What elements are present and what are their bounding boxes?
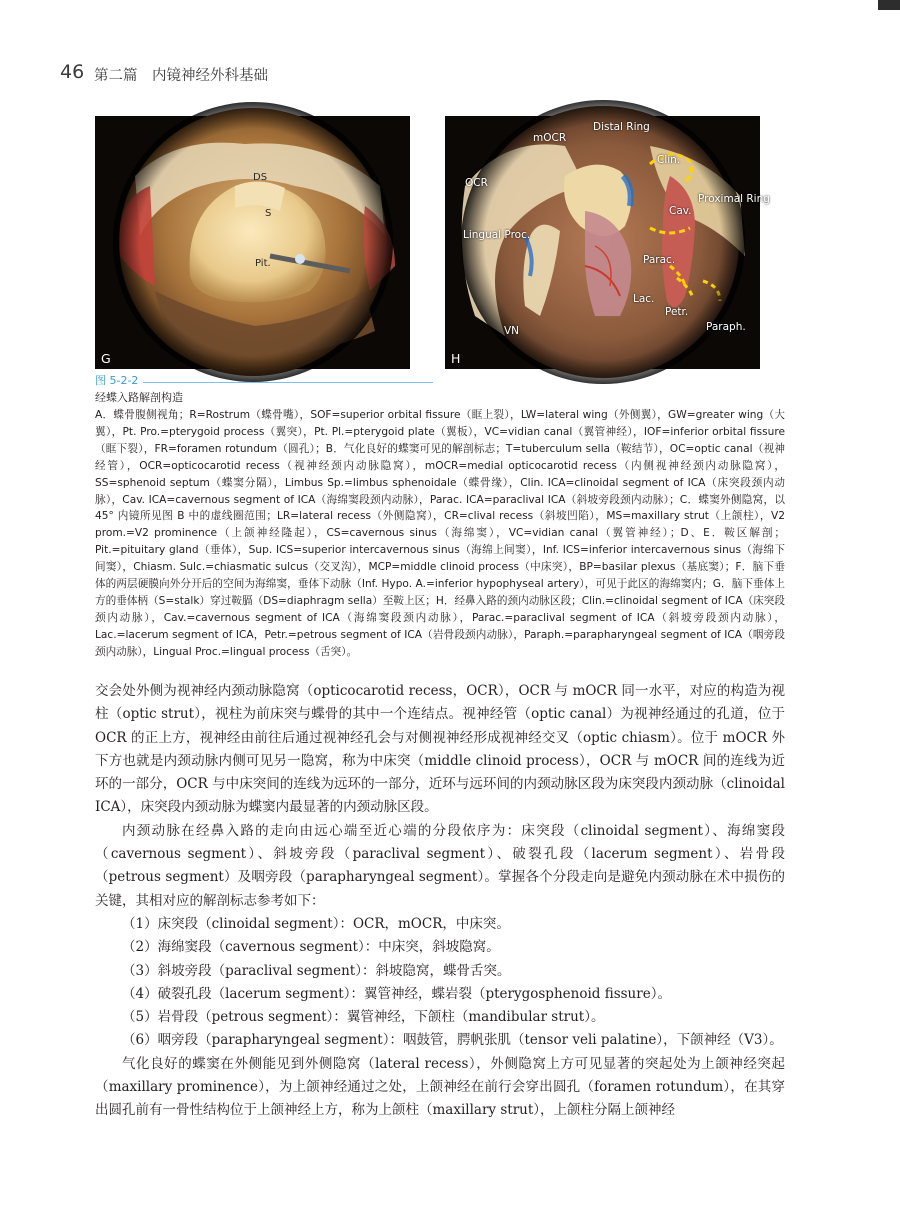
panel-letter-g: G — [101, 351, 111, 366]
label-clin: Clin. — [657, 154, 681, 166]
label-proximal-ring: Proximal Ring — [698, 193, 770, 205]
endoscopic-image-g — [95, 116, 410, 369]
label-pit: Pit. — [255, 258, 271, 269]
paragraph-2: 内颈动脉在经鼻入路的走向由远心端至近心端的分段依序为：床突段（clinoidal segment）、海绵窦段（cavernous segment）、斜坡旁段（paraclival segment）、破裂孔段（lacerum segment）、岩骨段（petrous segment）及咽旁段（parapharyngeal segment）。掌握各个分段走向是避免内颈动脉在术中损伤的关键，其相对应的解剖标志参考如下： — [95, 822, 785, 909]
body-text — [95, 680, 785, 1123]
list-item: （2）海绵窦段（cavernous segment）：中床突，斜坡隐窝。 — [122, 939, 500, 956]
figure-panel-g — [95, 116, 410, 369]
label-ocr: OCR — [465, 177, 488, 189]
label-vn: VN — [504, 325, 520, 337]
figure-number: 图 5-2-2 — [95, 374, 139, 387]
label-paraph: Paraph. — [706, 321, 746, 333]
figure-panel-h — [445, 116, 770, 369]
paragraph-1: 交会处外侧为视神经内颈动脉隐窝（opticocarotid recess，OCR），OCR 与 mOCR 同一水平，对应的构造为视柱（optic strut），视柱为前床突与蝶骨的其中一个连结点。视神经管（optic canal）为视神经通过的孔道，位于 OCR 的正上方，视神经由前往后通过视神经孔会与对侧视神经形成视神经交叉（optic chiasm）。位于 mOCR 外下方也就是内颈动脉内侧可见另一隐窝，称为中床突（middle clinoid process），OCR 与 mOCR 间的连线为近环的一部分，OCR 与中床突间的连线为远环的一部分，近环与远环间的内颈动脉区段为床突段内颈动脉（clinoidal ICA），床突段内颈动脉为蝶窦内最显著的内颈动脉区段。 — [95, 683, 785, 816]
label-lac: Lac. — [633, 293, 655, 305]
label-parac: Parac. — [643, 254, 676, 266]
label-cav: Cav. — [669, 205, 692, 217]
running-title: 第二篇 内镜神经外科基础 — [94, 68, 268, 84]
label-s: S — [265, 208, 272, 219]
page-number: 46 — [60, 61, 85, 83]
list-item: （3）斜坡旁段（paraclival segment）：斜坡隐窝，蝶骨舌突。 — [122, 962, 511, 979]
caption-rule — [143, 382, 433, 383]
list-item: （6）咽旁段（parapharyngeal segment）：咽鼓管，腭帆张肌（tensor veli palatine），下颌神经（V3）。 — [122, 1032, 783, 1049]
list-item: （4）破裂孔段（lacerum segment）：翼管神经，蝶岩裂（pterygosphenoid fissure）。 — [122, 985, 671, 1002]
figure-description: A．蝶骨腹侧视角；R=Rostrum（蝶骨嘴），SOF=superior orbital fissure（眶上裂），LW=lateral wing（外侧翼），GW=greater wing（大翼），Pt. Pro.=pterygoid process（翼突），Pt. Pl.=pterygoid plate（翼板），VC=vidian canal（翼管神经），IOF=inferior orbital fissure（眶下裂），FR=foramen rotundum（圆孔）；B．气化良好的蝶窦可见的解剖标志；T=tuberculum sella（鞍结节），OC=optic canal（视神经管），OCR=opticocarotid recess（视神经颈内动脉隐窝），mOCR=medial opticocarotid recess（内侧视神经颈内动脉隐窝），SS=sphenoid septum（蝶窦分隔），Limbus Sp.=limbus sphenoidale（蝶骨缘），Clin. ICA=clinoidal segment of ICA（床突段颈内动脉），Cav. ICA=cavernous segment of ICA（海绵窦段颈内动脉），Parac. ICA=paraclival ICA（斜坡旁段颈内动脉）；C．蝶窦外侧隐窝，以 45° 内镜所见图 B 中的虚线圈范围；LR=lateral recess（外侧隐窝），CR=clival recess（斜坡凹陷），MS=maxillary strut（上颌柱），V2 prom.=V2 prominence（上颌神经隆起），CS=cavernous sinus（海绵窦），VC=vidian canal（翼管神经）；D、E．鞍区解剖；Pit.=pituitary gland（垂体），Sup. ICS=superior intercavernous sinus（海绵上间窦），Inf. ICS=inferior intercavernous sinus（海绵下间窦），Chiasm. Sulc.=chiasmatic sulcus（交叉沟），MCP=middle clinoid process（中床突），BP=basilar plexus（基底窦）；F．脑下垂体的两层硬膜向外分开后的空间为海绵窦，垂体下动脉（Inf. Hypo. A.=inferior hypophyseal artery），可见于此区的海绵窦内；G．脑下垂体上方的垂体柄（S=stalk）穿过鞍膈（DS=diaphragm sella）至鞍上区；H．经鼻入路的颈内动脉区段；Clin.=clinoidal segment of ICA（床突段颈内动脉），Cav.=cavernous segment of ICA（海绵窦段颈内动脉），Parac.=paraclival segment of ICA（斜坡旁段颈内动脉），Lac.=lacerum segment of ICA，Petr.=petrous segment of ICA（岩骨段颈内动脉），Paraph.=parapharyngeal segment of ICA（咽旁段颈内动脉），Lingual Proc.=lingual process（舌突）。 — [95, 409, 785, 658]
figure-caption — [95, 374, 785, 661]
label-distal-ring: Distal Ring — [593, 121, 650, 133]
label-petr: Petr. — [665, 306, 689, 318]
list-item: （5）岩骨段（petrous segment）：翼管神经，下颌柱（mandibular strut）。 — [122, 1009, 605, 1026]
panel-letter-h: H — [451, 351, 461, 366]
label-mocr: mOCR — [533, 132, 567, 144]
label-lingual-proc: Lingual Proc. — [463, 229, 531, 241]
label-ds: DS — [253, 172, 268, 183]
figure-title: 经蝶入路解剖构造 — [95, 391, 183, 404]
page-corner-tab — [878, 0, 900, 10]
list-item: （1）床突段（clinoidal segment）：OCR，mOCR，中床突。 — [122, 915, 510, 932]
paragraph-3: 气化良好的蝶窦在外侧能见到外侧隐窝（lateral recess），外侧隐窝上方可见显著的突起处为上颌神经突起（maxillary prominence），为上颌神经通过之处，上颌神经在前行会穿出圆孔（foramen rotundum），在其穿出圆孔前有一骨性结构位于上颌神经上方，称为上颌柱（maxillary strut），上颌柱分隔上颌神经 — [95, 1055, 785, 1119]
